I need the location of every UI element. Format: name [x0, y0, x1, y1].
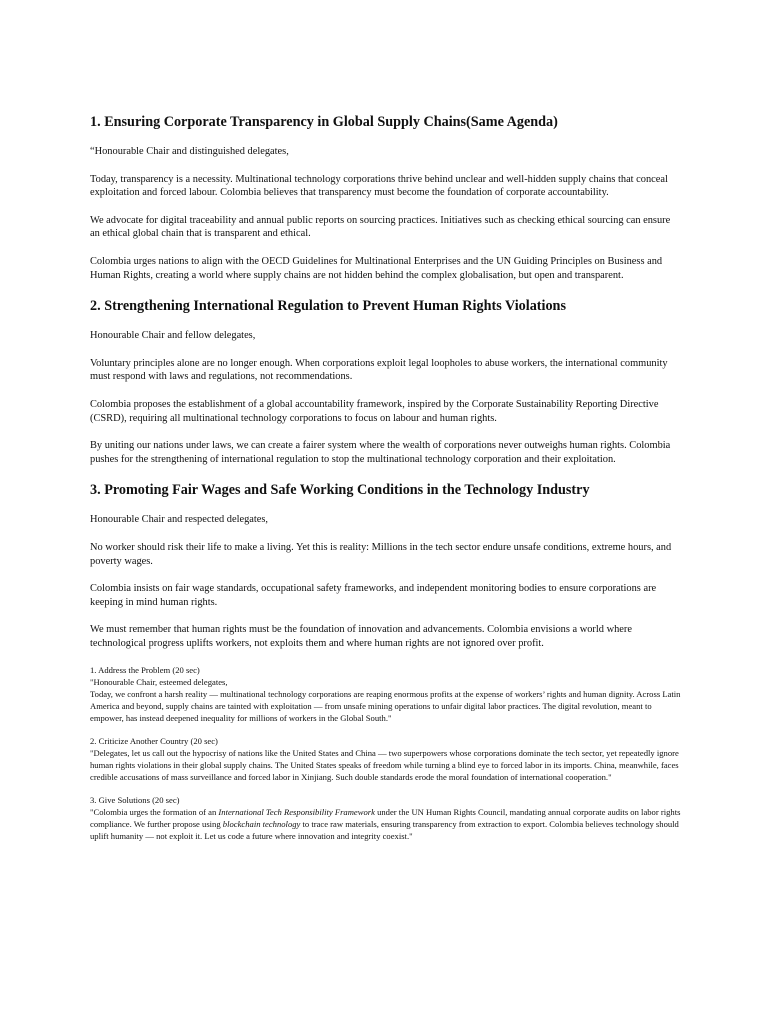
speech-part-3	[90, 794, 682, 842]
speech-part-1-body: Today, we confront a harsh reality — multinational technology corporations are reaping enormous profits at the expense of workers’ rights and human dignity. Across Latin America and beyond, supply chains are tainted with exploitation — from unsafe mining operations to unfair digital labor practices. The digital revolution, meant to empower, has instead deepened inequality for millions of workers in the Global South."	[90, 689, 681, 724]
speech-part-3-heading: 3. Give Solutions (20 sec)	[90, 795, 180, 806]
document-content	[90, 108, 682, 842]
speech-part-3-text-c: to trace raw materials, ensuring transparency from extraction to export. Colombia believes technology should uplift humanity — not exploit it. Let us code a future where innovation and integrity coexist."	[90, 819, 679, 842]
section-2-paragraph-3: By uniting our nations under laws, we can create a fairer system where the wealth of corporations never outweighs human rights. Colombia pushes for the strengthening of international regulation to stop the multinational technology corporation and their exploitation.	[90, 440, 671, 465]
speech-part-1-heading: 1. Address the Problem (20 sec)	[90, 665, 200, 676]
section-2-salutation: Honourable Chair and fellow delegates,	[90, 330, 256, 342]
section-1-paragraph-2: We advocate for digital traceability and annual public reports on sourcing practices. Initiatives such as checking ethical sourcing can ensure an ethical global chain that is transparent and ethical.	[90, 214, 671, 240]
speech-part-3-text-b: under the UN Human Rights Council, mandating annual corporate audits on labor rights compliance. We further propose using	[90, 807, 681, 830]
section-3-paragraph-2: Colombia insists on fair wage standards, occupational safety frameworks, and independent monitoring bodies to ensure corporations are keeping in mind human rights.	[90, 583, 657, 608]
speech-part-3-body	[90, 806, 682, 842]
section-3-paragraph-3: We must remember that human rights must be the foundation of innovation and advancements. Colombia envisions a world where technological progress uplifts workers, not exploits them and where human rights are not ignored over profit.	[90, 624, 632, 649]
section-2-paragraph-1: Voluntary principles alone are no longer enough. When corporations exploit legal loopholes to abuse workers, the international community must respond with laws and regulations, not recommendations.	[90, 357, 668, 383]
speech-part-3-framework-name: International Tech Responsibility Framework	[218, 807, 375, 818]
speech-part-2-heading: 2. Criticize Another Country (20 sec)	[90, 736, 218, 747]
speech-part-3-text-a: "Colombia urges the formation of an	[90, 807, 219, 818]
speech-part-1	[90, 664, 682, 724]
section-2-paragraph-2: Colombia proposes the establishment of a global accountability framework, inspired by the Corporate Sustainability Reporting Directive (CSRD), requiring all multinational technology corporations to focus on labour and human rights.	[90, 398, 659, 424]
section-3-title: 3. Promoting Fair Wages and Safe Working Conditions in the Technology Industry	[90, 482, 590, 499]
section-1-salutation: “Honourable Chair and distinguished delegates,	[90, 146, 289, 157]
section-2-title: 2. Strengthening International Regulation to Prevent Human Rights Violations	[90, 298, 566, 315]
speech-part-3-blockchain: blockchain technology	[222, 819, 301, 830]
section-1-paragraph-3: Colombia urges nations to align with the OECD Guidelines for Multinational Enterprises and the UN Guiding Principles on Business and Human Rights, creating a world where supply chains are not hidden behind the complex globalisation, but open and transparent.	[90, 255, 663, 281]
section-1-title: 1. Ensuring Corporate Transparency in Global Supply Chains(Same Agenda)	[90, 114, 558, 130]
section-3-paragraph-1: No worker should risk their life to make a living. Yet this is reality: Millions in the tech sector endure unsafe conditions, extreme hours, and poverty wages.	[90, 541, 672, 567]
section-3-salutation: Honourable Chair and respected delegates,	[90, 514, 269, 526]
speech-part-2	[90, 735, 682, 783]
speech-part-1-salutation: "Honourable Chair, esteemed delegates,	[90, 677, 228, 688]
section-1-paragraph-1: Today, transparency is a necessity. Multinational technology corporations thrive behind unclear and well-hidden supply chains that conceal exploitation and forced labour. Colombia believes that transparency must become the foundation of corporate accountability.	[90, 173, 668, 199]
speech-part-2-body: "Delegates, let us call out the hypocrisy of nations like the United States and China — two superpowers whose corporations dominate the tech sector, yet repeatedly ignore human rights violations in their global supply chains. The United States speaks of freedom while turning a blind eye to forced labor in its imports. China, meanwhile, faces credible accusations of mass surveillance and forced labor in Xinjiang. Such double standards erode the moral foundation of international cooperation."	[90, 748, 679, 783]
